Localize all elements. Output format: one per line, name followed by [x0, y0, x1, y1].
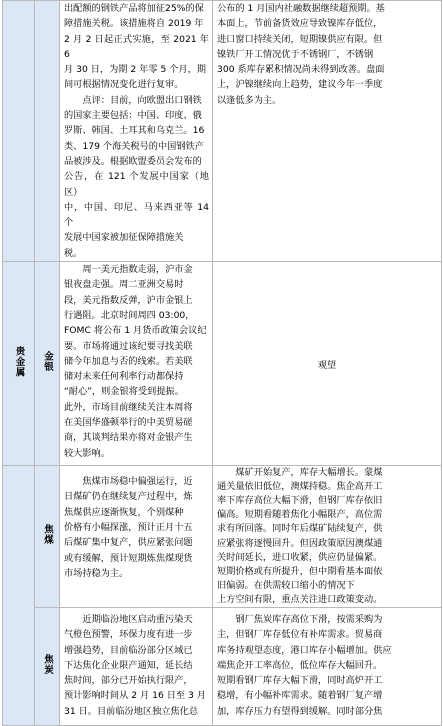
text-line: 应紧张将逐慢回升。但因政策原因澳煤通 — [217, 537, 383, 549]
text-line: 增强趋势，目前临汾部分区域已 — [64, 644, 193, 656]
text-line: 关时间延长，进口收紧，供应仍显偏紧。 — [217, 551, 383, 563]
category-cell-empty — [3, 466, 35, 726]
sub-cell — [35, 607, 60, 725]
text-line: 价格有小幅探涨，预计正月十五 — [64, 521, 193, 533]
text-line: 段，美元指数反弹，沪市金银上 — [64, 294, 193, 306]
conclusion-text — [213, 608, 441, 719]
sub-label: 金银 — [42, 351, 53, 373]
text-line: 要。市场将通过该纪要寻找美联 — [64, 340, 193, 352]
text-line: 储对未来任何利率行动都保持 — [64, 371, 184, 383]
news-text — [60, 262, 212, 461]
text-line: 预计影响时间从 2 月 16 日至 3 月 — [64, 690, 206, 702]
text-line: 上，沪镍继续向上趋势，建议今年一季度 — [217, 79, 383, 91]
market-commentary-table — [2, 0, 442, 726]
text-line: 以逢低多为主。 — [217, 94, 282, 106]
text-line: 公布的 1 月国内社融数据继续超预期。基 — [217, 3, 385, 14]
sub-cell-empty — [35, 1, 60, 262]
text-line: 出配额的钢铁产品将加征25%的保 — [64, 3, 204, 14]
text-line: 月 30 日，为期 2 年零 5 个月，期 — [64, 64, 206, 76]
text-line: 稳增，有小幅补库需求。随着钢厂复产增 — [217, 690, 383, 702]
news-cell — [60, 607, 213, 725]
conclusion-text — [213, 466, 441, 607]
text-line: 短期看钢厂库存大幅下滑，同时高炉开工 — [217, 675, 383, 687]
text-line: 中，中国、印尼、马来西亚等 14 个 — [64, 201, 209, 229]
text-line: 旧偏弱。在供需较口缩小的情况下 — [217, 579, 355, 591]
category-cell — [3, 262, 35, 466]
text-line: 本面上，节前备货效应导致镍库存低位， — [217, 18, 383, 30]
text-line: 焦时间，部分已开始执行限产， — [64, 675, 193, 687]
text-line: 后煤矿集中复产，供应紧张问题 — [64, 537, 193, 549]
text-line: 储今年加息与否的线索。若美联 — [64, 355, 193, 367]
conclusion-cell — [213, 262, 442, 466]
text-line: 品被涉及。根据欧盟委员会发布的 — [64, 155, 202, 167]
text-line: 间可根据情况变化进行复审。 — [64, 79, 184, 91]
text-line: 或有缓解，预计短期炼焦煤现货 — [64, 552, 193, 564]
news-cell — [60, 466, 213, 608]
text-line: “耐心”，则金银将受到提振。 — [64, 386, 184, 398]
text-line: 点评：目前，向欧盟出口钢铁 — [82, 94, 202, 106]
news-text — [60, 608, 212, 719]
conclusion-cell — [213, 466, 442, 608]
text-line: 罗斯、韩国、土耳其和乌克兰。16 — [64, 125, 205, 137]
table-row — [3, 466, 442, 608]
news-text — [60, 1, 212, 261]
text-line: 的国家主要包括：中国、印度、俄 — [64, 110, 202, 122]
text-line: 在美国华盛顿举行的中美贸易磋 — [64, 417, 193, 429]
text-line: 较大影响。 — [64, 447, 110, 459]
text-line: 短期价格或有所提升，但中期看基本面依 — [217, 565, 383, 577]
table-row — [3, 607, 442, 725]
text-line: 障措施关税。该措施将自 2019 年 — [64, 18, 204, 30]
text-line: 商，其谈判结果亦将对金银产生 — [64, 432, 193, 444]
text-line: 气橙色预警，环保力度有进一步 — [64, 629, 193, 641]
text-line: 钢厂焦炭库存高位下滑，按需采购为 — [235, 613, 383, 625]
text-line: 煤矿开始复产，库存大幅增长。蒙煤 — [235, 467, 383, 479]
news-cell — [60, 1, 213, 262]
text-line: 公告，在 121 个发展中国家（地区） — [64, 171, 209, 198]
text-line: 发展中国家被加征保障措施关 — [64, 232, 184, 244]
text-line: 偏高。短期看随着焦化小幅限产，高位需 — [217, 509, 383, 521]
text-line: 此外，市场目前继续关注本周将 — [64, 401, 193, 413]
conclusion-cell — [213, 1, 442, 262]
news-cell — [60, 262, 213, 466]
conclusion-text — [213, 1, 441, 108]
text-line: 镍铁厂开工情况优于不锈钢厂，不锈钢 — [217, 48, 374, 60]
text-line: 银夜盘走强。周二亚洲交易时 — [64, 279, 184, 291]
text-line: 周一美元指数走弱，沪市金 — [82, 264, 193, 276]
news-text — [60, 466, 212, 581]
sub-cell — [35, 466, 60, 608]
text-line: 31 日。目前临汾地区独立焦化总 — [64, 705, 199, 717]
text-line: 市场持稳为主。 — [64, 567, 129, 579]
text-line: 通关量依旧低位，澳煤持稳。焦企高开工 — [217, 481, 383, 493]
sub-cell — [35, 262, 60, 466]
text-line: 行遇阻。北京时间周四 03:00， — [64, 309, 195, 321]
category-label: 贵金属 — [13, 345, 25, 378]
text-line: 近期临汾地区启动重污染天 — [82, 613, 193, 625]
text-line: 求有所回落。同时年后煤矿陆续复产，供 — [217, 523, 383, 535]
text-line: 主，但钢厂库存低位有补库需求。贸易商 — [217, 629, 383, 641]
text-line: 率下库存高位大幅下滑，但钢厂库存依旧 — [217, 495, 383, 507]
table-row — [3, 1, 442, 262]
text-line: 端焦企开工率高位，低位库存大幅回升。 — [217, 659, 383, 671]
text-line: 上方空间有限，重点关注进口政策变动。 — [217, 593, 383, 605]
table-row — [3, 262, 442, 466]
sub-label: 焦炭 — [42, 653, 53, 675]
text-line: 2 月 2 日起正式实施，至 2021 年 6 — [64, 33, 209, 60]
text-line: 库务持观望态度，港口库存小幅增加。供应 — [217, 644, 392, 656]
text-line: 焦煤市场稳中偏强运行，近 — [82, 476, 193, 488]
text-line: 焦煤供应逐渐恢复，个别煤种 — [64, 506, 184, 518]
text-line: 税。 — [64, 247, 83, 259]
text-line: FOMC 将公布 1 月货币政策会议纪 — [64, 325, 207, 337]
text-line: 300 系库存累积情况尚未得到改善。盘面 — [217, 64, 385, 76]
sub-label: 焦煤 — [42, 524, 53, 546]
conclusion-text: 观望 — [317, 359, 337, 371]
text-line: 日煤矿仍在继续复产过程中，炼 — [64, 491, 193, 503]
text-line: 类、179 个海关税号的中国钢铁产 — [64, 140, 204, 152]
text-line: 下达焦化企业限产通知，延长结 — [64, 659, 193, 671]
text-line: 加，库存压力有望得到缓解。同时部分焦 — [217, 705, 383, 717]
text-line: 进口窗口持续关闭，短期镍供应有限。但 — [217, 33, 383, 45]
conclusion-cell — [213, 607, 442, 725]
category-cell-empty — [3, 1, 35, 262]
